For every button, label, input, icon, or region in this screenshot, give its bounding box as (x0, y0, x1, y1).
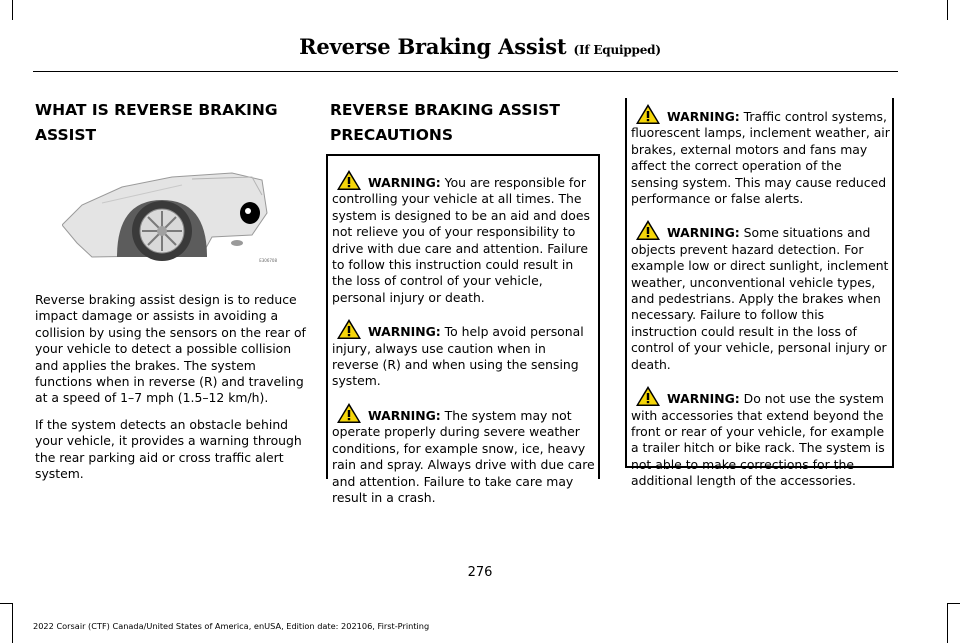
warning-text: The system may not operate properly during severe weather conditions, for example snow, ice, heavy rain and spray. Always drive with due care and attention. Failure to take care may result in a crash. (332, 407, 595, 505)
section-heading-precautions (330, 100, 600, 146)
warning-label: WARNING: (368, 175, 441, 190)
warning-list (332, 169, 596, 518)
warning-item (332, 169, 596, 306)
warning-item (631, 385, 891, 489)
warning-item (332, 402, 596, 506)
warning-label: WARNING: (667, 391, 740, 407)
warning-box-right (625, 98, 894, 489)
left-column (35, 100, 307, 146)
crop-mark-top-left (12, 0, 13, 20)
warning-text: Some situations and objects prevent hazard detection. For example low or direct sunlight, inclement weather, unconventional vehicle types, and pedestrians. Apply the brakes when necessary. Failure to follow this instruction could result in the loss of control of your vehicle, personal injury or death. (631, 225, 889, 372)
crop-mark-top-right (947, 0, 948, 20)
left-column-body (35, 292, 309, 492)
crop-mark-bottom-left-v (12, 603, 13, 643)
warning-item (631, 219, 891, 373)
section-heading-what-is (35, 100, 307, 146)
middle-column (330, 100, 600, 146)
warning-triangle-icon (336, 318, 362, 340)
crop-mark-bottom-right-h (948, 603, 960, 604)
header-rule (33, 71, 898, 72)
page-number: 276 (467, 565, 493, 580)
warning-box-top-rule (326, 154, 600, 156)
vehicle-rear-wheel-illustration (62, 165, 275, 265)
warning-label: WARNING: (368, 407, 441, 423)
warning-text: Do not use the system with accessories that extend beyond the front or rear of your vehicle, for example a trailer hitch or bike rack. The system is not able to make corrections for the additional length of the accessories. (631, 391, 885, 489)
section-subtitle: (If Equipped) (573, 43, 661, 57)
heading-line-1: WHAT IS REVERSE BRAKING (35, 101, 278, 119)
crop-mark-bottom-right-v (947, 603, 948, 643)
section-title: Reverse Braking Assist (299, 34, 567, 59)
warning-label: WARNING: (368, 324, 441, 340)
warning-box-middle (326, 154, 600, 505)
warning-text: Traffic control systems, fluorescent lamps, inclement weather, air brakes, external motors and fans may affect the correct operation of the sensing system. This may cause reduced performance or false alerts. (631, 109, 890, 207)
warning-triangle-icon (635, 385, 661, 407)
warning-triangle-icon (336, 402, 362, 424)
page-header-title (0, 34, 960, 59)
warning-label: WARNING: (667, 109, 740, 124)
image-reference-code: E306708 (259, 258, 277, 263)
paragraph-description: Reverse braking assist design is to reduce impact damage or assists in avoiding a collision by using the sensors on the rear of your vehicle to detect a possible collision and applies the brakes. The system functions when in reverse (R) and traveling at a speed of 1–7 mph (1.5–12 km/h). (35, 292, 306, 406)
warning-triangle-icon (635, 219, 661, 241)
warning-item (631, 103, 891, 207)
warning-triangle-icon (635, 103, 661, 125)
warning-list (631, 103, 891, 502)
paragraph-obstacle-warning: If the system detects an obstacle behind your vehicle, it provides a warning through the rear parking aid or cross traffic alert system. (35, 416, 302, 482)
warning-text: To help avoid personal injury, always use caution when in reverse (R) and when using the sensing system. (332, 324, 584, 389)
warning-label: WARNING: (667, 225, 740, 241)
heading-line-1: REVERSE BRAKING ASSIST (330, 101, 560, 119)
warning-triangle-icon (336, 169, 362, 191)
warning-item (332, 318, 596, 390)
crop-mark-bottom-left-h (0, 603, 12, 604)
warning-text: You are responsible for controlling your vehicle at all times. The system is designed to be an aid and does not relieve you of your responsibility to drive with due care and attention. Failure to follow this instruction could result in the loss of control of your vehicle, personal injury or death. (332, 175, 590, 305)
heading-line-2: ASSIST (35, 126, 97, 144)
heading-line-2: PRECAUTIONS (330, 126, 454, 144)
rear-wheel-sensor-icon (62, 165, 275, 265)
document-edition-info: 2022 Corsair (CTF) Canada/United States of America, enUSA, Edition date: 202106, First-Printing (33, 621, 430, 631)
